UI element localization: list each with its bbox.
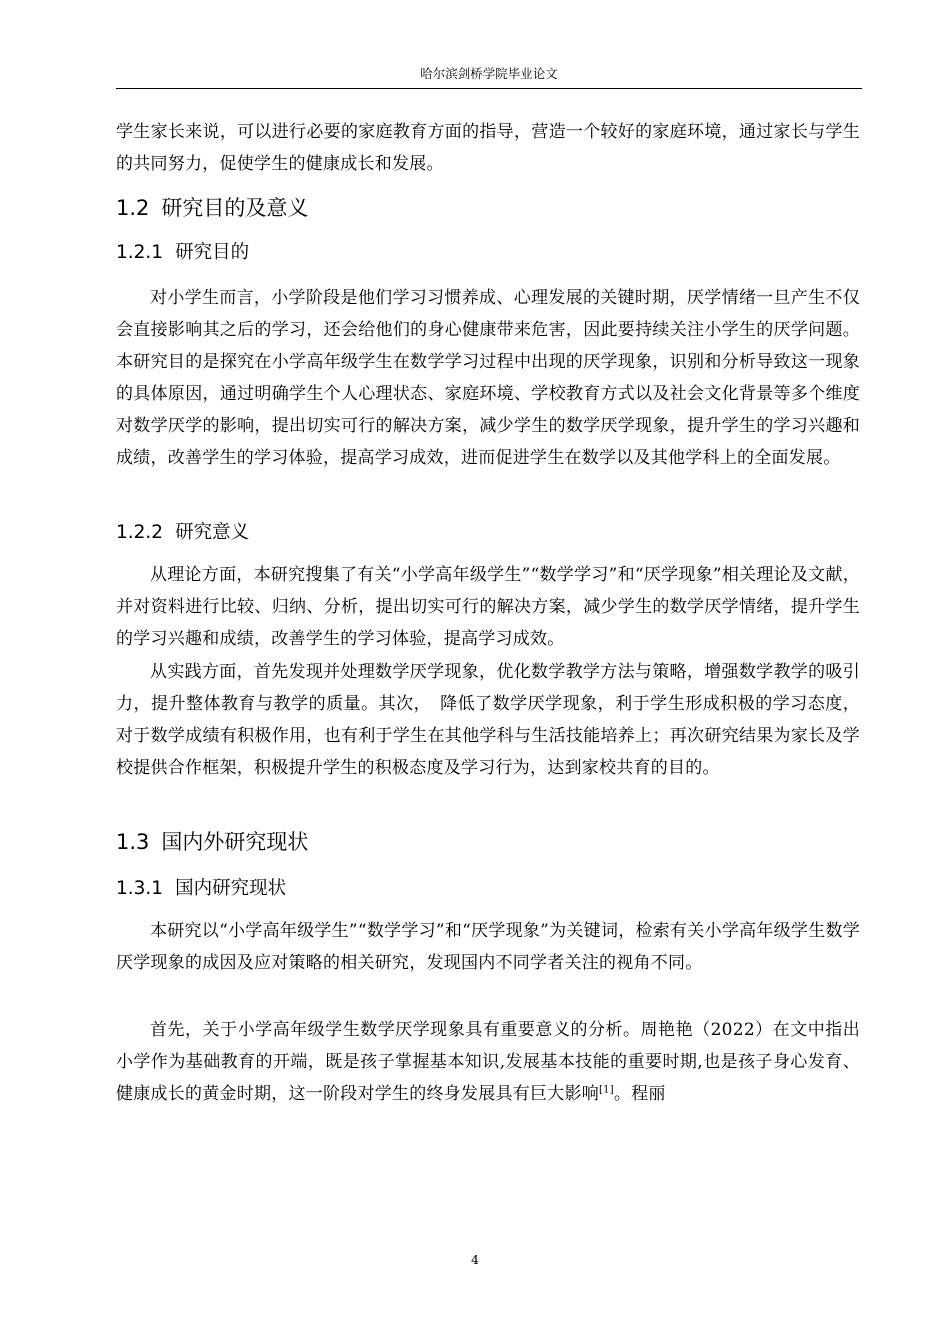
heading-1-2-1 (116, 240, 249, 266)
heading-1-2-2 (116, 520, 249, 546)
heading-1-3-1 (116, 876, 286, 902)
page-number: 4 (471, 1252, 479, 1267)
heading-number: 1.2.2 (116, 522, 164, 543)
running-header: 哈尔滨剑桥学院毕业论文 (420, 66, 558, 81)
heading-title: 国内研究现状 (175, 878, 287, 899)
paragraph-text: 首先，关于小学高年级学生数学厌学现象具有重要意义的分析。周艳艳（2022）在文中指出小学作为基础教育的开端，既是孩子掌握基本知识,发展基本技能的重要时期,也是孩子身心发育、健康成长的黄金时期，这一阶段对学生的终身发展具有巨大影响 (116, 1020, 860, 1104)
paragraph-intro: 学生家长来说，可以进行必要的家庭教育方面的指导，营造一个较好的家庭环境，通过家长与学生的共同努力，促使学生的健康成长和发展。 (116, 122, 860, 174)
paragraph-theoretical-meaning: 从理论方面，本研究搜集了有关“小学高年级学生”“数学学习”和“厌学现象”相关理论及文献，并对资料进行比较、归纳、分析，提出切实可行的解决方案，减少学生的数学厌学情绪，提升学生的学习兴趣和成绩，改善学生的学习体验，提高学习成效。 (116, 565, 860, 649)
heading-title: 研究目的及意义 (161, 196, 309, 220)
paragraph-domestic-overview: 本研究以“小学高年级学生”“数学学习”和“厌学现象”为关键词，检索有关小学高年级学生数学厌学现象的成因及应对策略的相关研究，发现国内不同学者关注的视角不同。 (116, 921, 860, 973)
heading-number: 1.3.1 (116, 878, 164, 899)
heading-title: 研究意义 (175, 522, 250, 543)
paragraph-research-purpose: 对小学生而言，小学阶段是他们学习习惯养成、心理发展的关键时期，厌学情绪一旦产生不仅会直接影响其之后的学习，还会给他们的身心健康带来危害，因此要持续关注小学生的厌学问题。本研究目的是探究在小学高年级学生在数学学习过程中出现的厌学现象，识别和分析导致这一现象的具体原因，通过明确学生个人心理状态、家庭环境、学校教育方式以及社会文化背景等多个维度对数学厌学的影响，提出切实可行的解决方案，减少学生的数学厌学现象，提升学生的学习兴趣和成绩，改善学生的学习体验，提高学习成效，进而促进学生在数学以及其他学科上的全面发展。 (116, 288, 860, 468)
heading-number: 1.2.1 (116, 242, 164, 263)
paragraph-domestic-first (116, 1014, 860, 1110)
paragraph-text-continued: 。程丽 (613, 1084, 666, 1104)
citation-reference[interactable]: [1] (599, 1084, 614, 1096)
heading-1-2 (116, 194, 308, 222)
heading-title: 国内外研究现状 (161, 830, 309, 854)
heading-1-3 (116, 828, 308, 856)
heading-number: 1.2 (116, 196, 150, 220)
heading-number: 1.3 (116, 830, 150, 854)
heading-title: 研究目的 (175, 242, 250, 263)
header-rule (116, 88, 862, 89)
paragraph-practical-meaning: 从实践方面，首先发现并处理数学厌学现象，优化数学教学方法与策略，增强数学教学的吸引力，提升整体教育与教学的质量。其次， 降低了数学厌学现象，利于学生形成积极的学习态度，对于数学成绩有积极作用，也有利于学生在其他学科与生活技能培养上；再次研究结果为家长及学校提供合作框架，积极提升学生的积极态度及学习行为，达到家校共育的目的。 (116, 662, 860, 778)
